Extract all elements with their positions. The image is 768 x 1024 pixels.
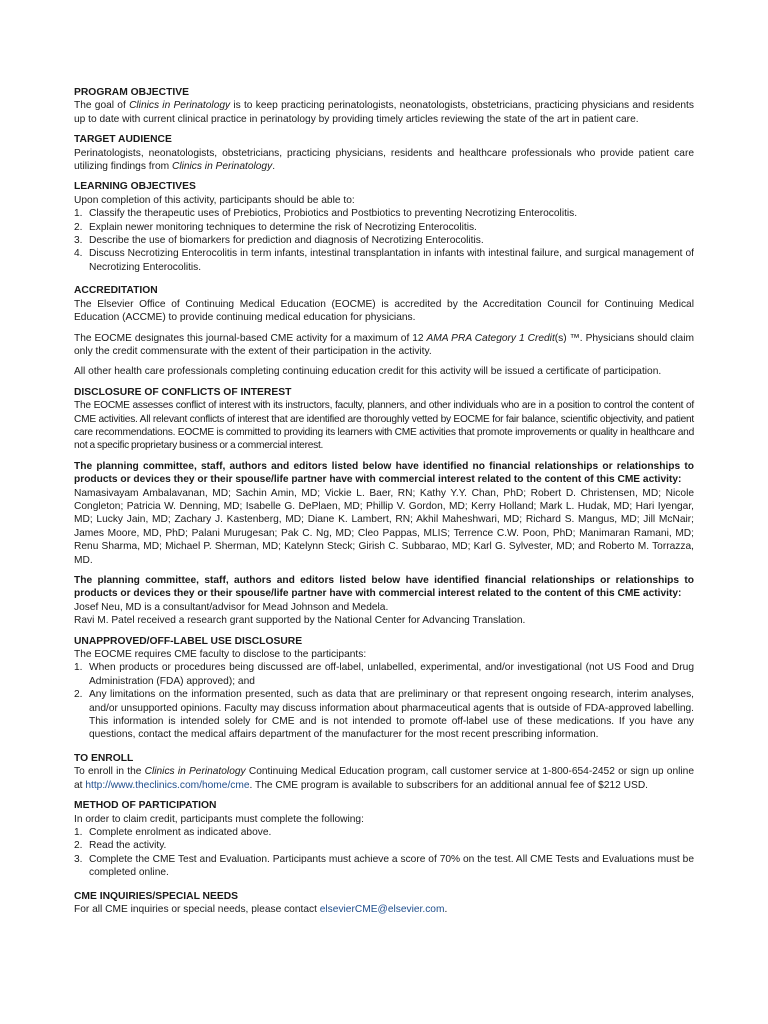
cme-signup-link[interactable]: http://www.theclinics.com/home/cme [85, 779, 250, 791]
inquiries-heading: CME INQUIRIES/SPECIAL NEEDS [74, 890, 239, 902]
target-audience-heading: TARGET AUDIENCE [74, 134, 172, 146]
program-objective-heading: PROGRAM OBJECTIVE [74, 87, 189, 98]
method-intro: In order to claim credit, participants must complete the following: [74, 813, 364, 825]
learning-objectives-list [74, 207, 694, 274]
enroll-text: To enroll in the Clinics in Perinatology Continuing Medical Education program, call customer service at 1-800-654-2452 or sign up online at http://www.theclinics.com/home/cme. The CME program is available to subscribers for an additional annual fee of $212 USD. [74, 766, 694, 791]
list-item: 2. Any limitations on the information presented, such as data that are preliminary or that represent ongoing research, interim analyses, and/or unsupported opinions. Faculty may discuss information about pharmaceutical agents that is outside of FDA-approved labelling. This information is intended solely for CME and is not intended to promote off-label use of these medications. If you have any questions, contact the medical affairs department of the manufacturer for the most recent prescribing information. [74, 689, 694, 741]
target-audience-text: Perinatologists, neonatologists, obstetricians, practicing physicians, residents and healthcare professionals who provide patient care utilizing findings from Clinics in Perinatology. [74, 147, 694, 173]
disclosure-section [74, 386, 694, 628]
learning-objectives-section [74, 180, 694, 274]
method-list [74, 826, 694, 880]
disclosure-heading: DISCLOSURE OF CONFLICTS OF INTEREST [74, 386, 292, 398]
inquiries-text: For all CME inquiries or special needs, please contact elsevierCME@elsevier.com. [74, 903, 448, 915]
no-financial-relationships-names: Namasivayam Ambalavanan, MD; Sachin Amin, MD; Vickie L. Baer, RN; Kathy Y.Y. Chan, PhD; Robert D. Christensen, MD; Nicole Congleton; Patricia W. Denning, MD; Isabelle G. DePlaen, MD; Phillip V. Gordon, MD; Kerry Holland; Mark L. Hudak, MD; Hari Iyengar, MD; Lucky Jain, MD; Zachary J. Kastenberg, MD; Diane K. Lambert, RN; Akhil Maheshwari, MD; Richard S. Mangus, MD; Jill McNair; James Moore, MD, PhD; Palani Murugesan; Pak C. Ng, MD; Cleo Pappas, MLIS; Terrence C.W. Poon, PhD; Manimaran Ramani, MD; Renu Sharma, MD; Michael P. Sherman, MD; Katelynn Steck; Girish C. Subbarao, MD; Karl G. Sylvester, MD; and Roberto M. Torrazza, MD. [74, 487, 694, 566]
cme-email-link[interactable]: elsevierCME@elsevier.com [319, 903, 445, 915]
accreditation-text-3: All other health care professionals completing continuing education credit for this activity will be issued a certificate of participation. [74, 366, 662, 378]
accreditation-text-2: The EOCME designates this journal-based CME activity for a maximum of 12 AMA PRA Category 1 Credit(s) ™. Physicians should claim only the credit commensurate with the extent of their participation in the activity. [74, 332, 694, 357]
enroll-section [74, 752, 694, 792]
program-objective-section [74, 86, 694, 126]
program-objective-text: The goal of Clinics in Perinatology is to keep practicing perinatologists, neonatologists, obstetricians, practicing physicians and residents up to date with current clinical practice in perinatology by providing timely articles reviewing the state of the art in patient care. [74, 100, 694, 125]
accreditation-section [74, 284, 694, 378]
no-financial-relationships-heading: The planning committee, staff, authors and editors listed below have identified no financial relationships or relationships to products or devices they or their spouse/life partner have with commercial interest related to the content of this CME activity: [74, 460, 694, 486]
learning-objectives-intro: Upon completion of this activity, participants should be able to: [74, 194, 355, 206]
list-item: 4. Discuss Necrotizing Enterocolitis in term infants, intestinal transplantation in infants with intestinal failure, and surgical management of Necrotizing Enterocolitis. [74, 248, 694, 273]
unapproved-use-list [74, 661, 694, 741]
unapproved-use-intro: The EOCME requires CME faculty to disclose to the participants: [74, 649, 367, 661]
disclosure-text: The EOCME assesses conflict of interest with its instructors, faculty, planners, and other individuals who are in a position to control the content of CME activities. All relevant conflicts of interest that are identified are thoroughly vetted by EOCME for fair balance, scientific objectivity, and patient care recommendations. EOCME is committed to providing its learners with CME activities that promote improvements or quality in healthcare and not a specific proprietary business or a commercial interest. [74, 400, 694, 452]
method-section [74, 799, 694, 879]
financial-relationships-heading: The planning committee, staff, authors and editors listed below have identified financial relationships or relationships to products or devices they or their spouse/life partner have with commercial interest related to the content of this CME activity: [74, 575, 694, 600]
list-item: 1. When products or procedures being discussed are off-label, unlabelled, experimental, and/or investigational (not US Food and Drug Administration (FDA) approved); and [74, 662, 694, 687]
method-heading: METHOD OF PARTICIPATION [74, 800, 217, 812]
inquiries-section [74, 890, 694, 917]
target-audience-section [74, 133, 694, 173]
list-item: 3. Complete the CME Test and Evaluation. Participants must achieve a score of 70% on the test. All CME Tests and Evaluations must be completed online. [74, 853, 694, 879]
enroll-heading: TO ENROLL [74, 752, 134, 764]
cme-info-page [74, 0, 694, 916]
learning-objectives-heading: LEARNING OBJECTIVES [74, 181, 196, 193]
unapproved-use-heading: UNAPPROVED/OFF-LABEL USE DISCLOSURE [74, 635, 303, 647]
unapproved-use-section [74, 635, 694, 742]
list-item: 2. Explain newer monitoring techniques to determine the risk of Necrotizing Enterocolitis. [74, 221, 477, 233]
list-item: 1. Classify the therapeutic uses of Prebiotics, Probiotics and Postbiotics to preventing Necrotizing Enterocolitis. [74, 208, 578, 220]
accreditation-text-1: The Elsevier Office of Continuing Medical Education (EOCME) is accredited by the Accreditation Council for Continuing Medical Education (ACCME) to provide continuing medical education for physicians. [74, 298, 694, 324]
financial-relationship-1: Josef Neu, MD is a consultant/advisor for Mead Johnson and Medela. [74, 601, 389, 613]
financial-relationship-2: Ravi M. Patel received a research grant supported by the National Center for Advancing Translation. [74, 615, 526, 627]
accreditation-heading: ACCREDITATION [74, 285, 158, 297]
list-item: 2. Read the activity. [74, 840, 167, 852]
list-item: 1. Complete enrolment as indicated above. [74, 826, 272, 838]
list-item: 3. Describe the use of biomarkers for prediction and diagnosis of Necrotizing Enterocolitis. [74, 235, 484, 247]
